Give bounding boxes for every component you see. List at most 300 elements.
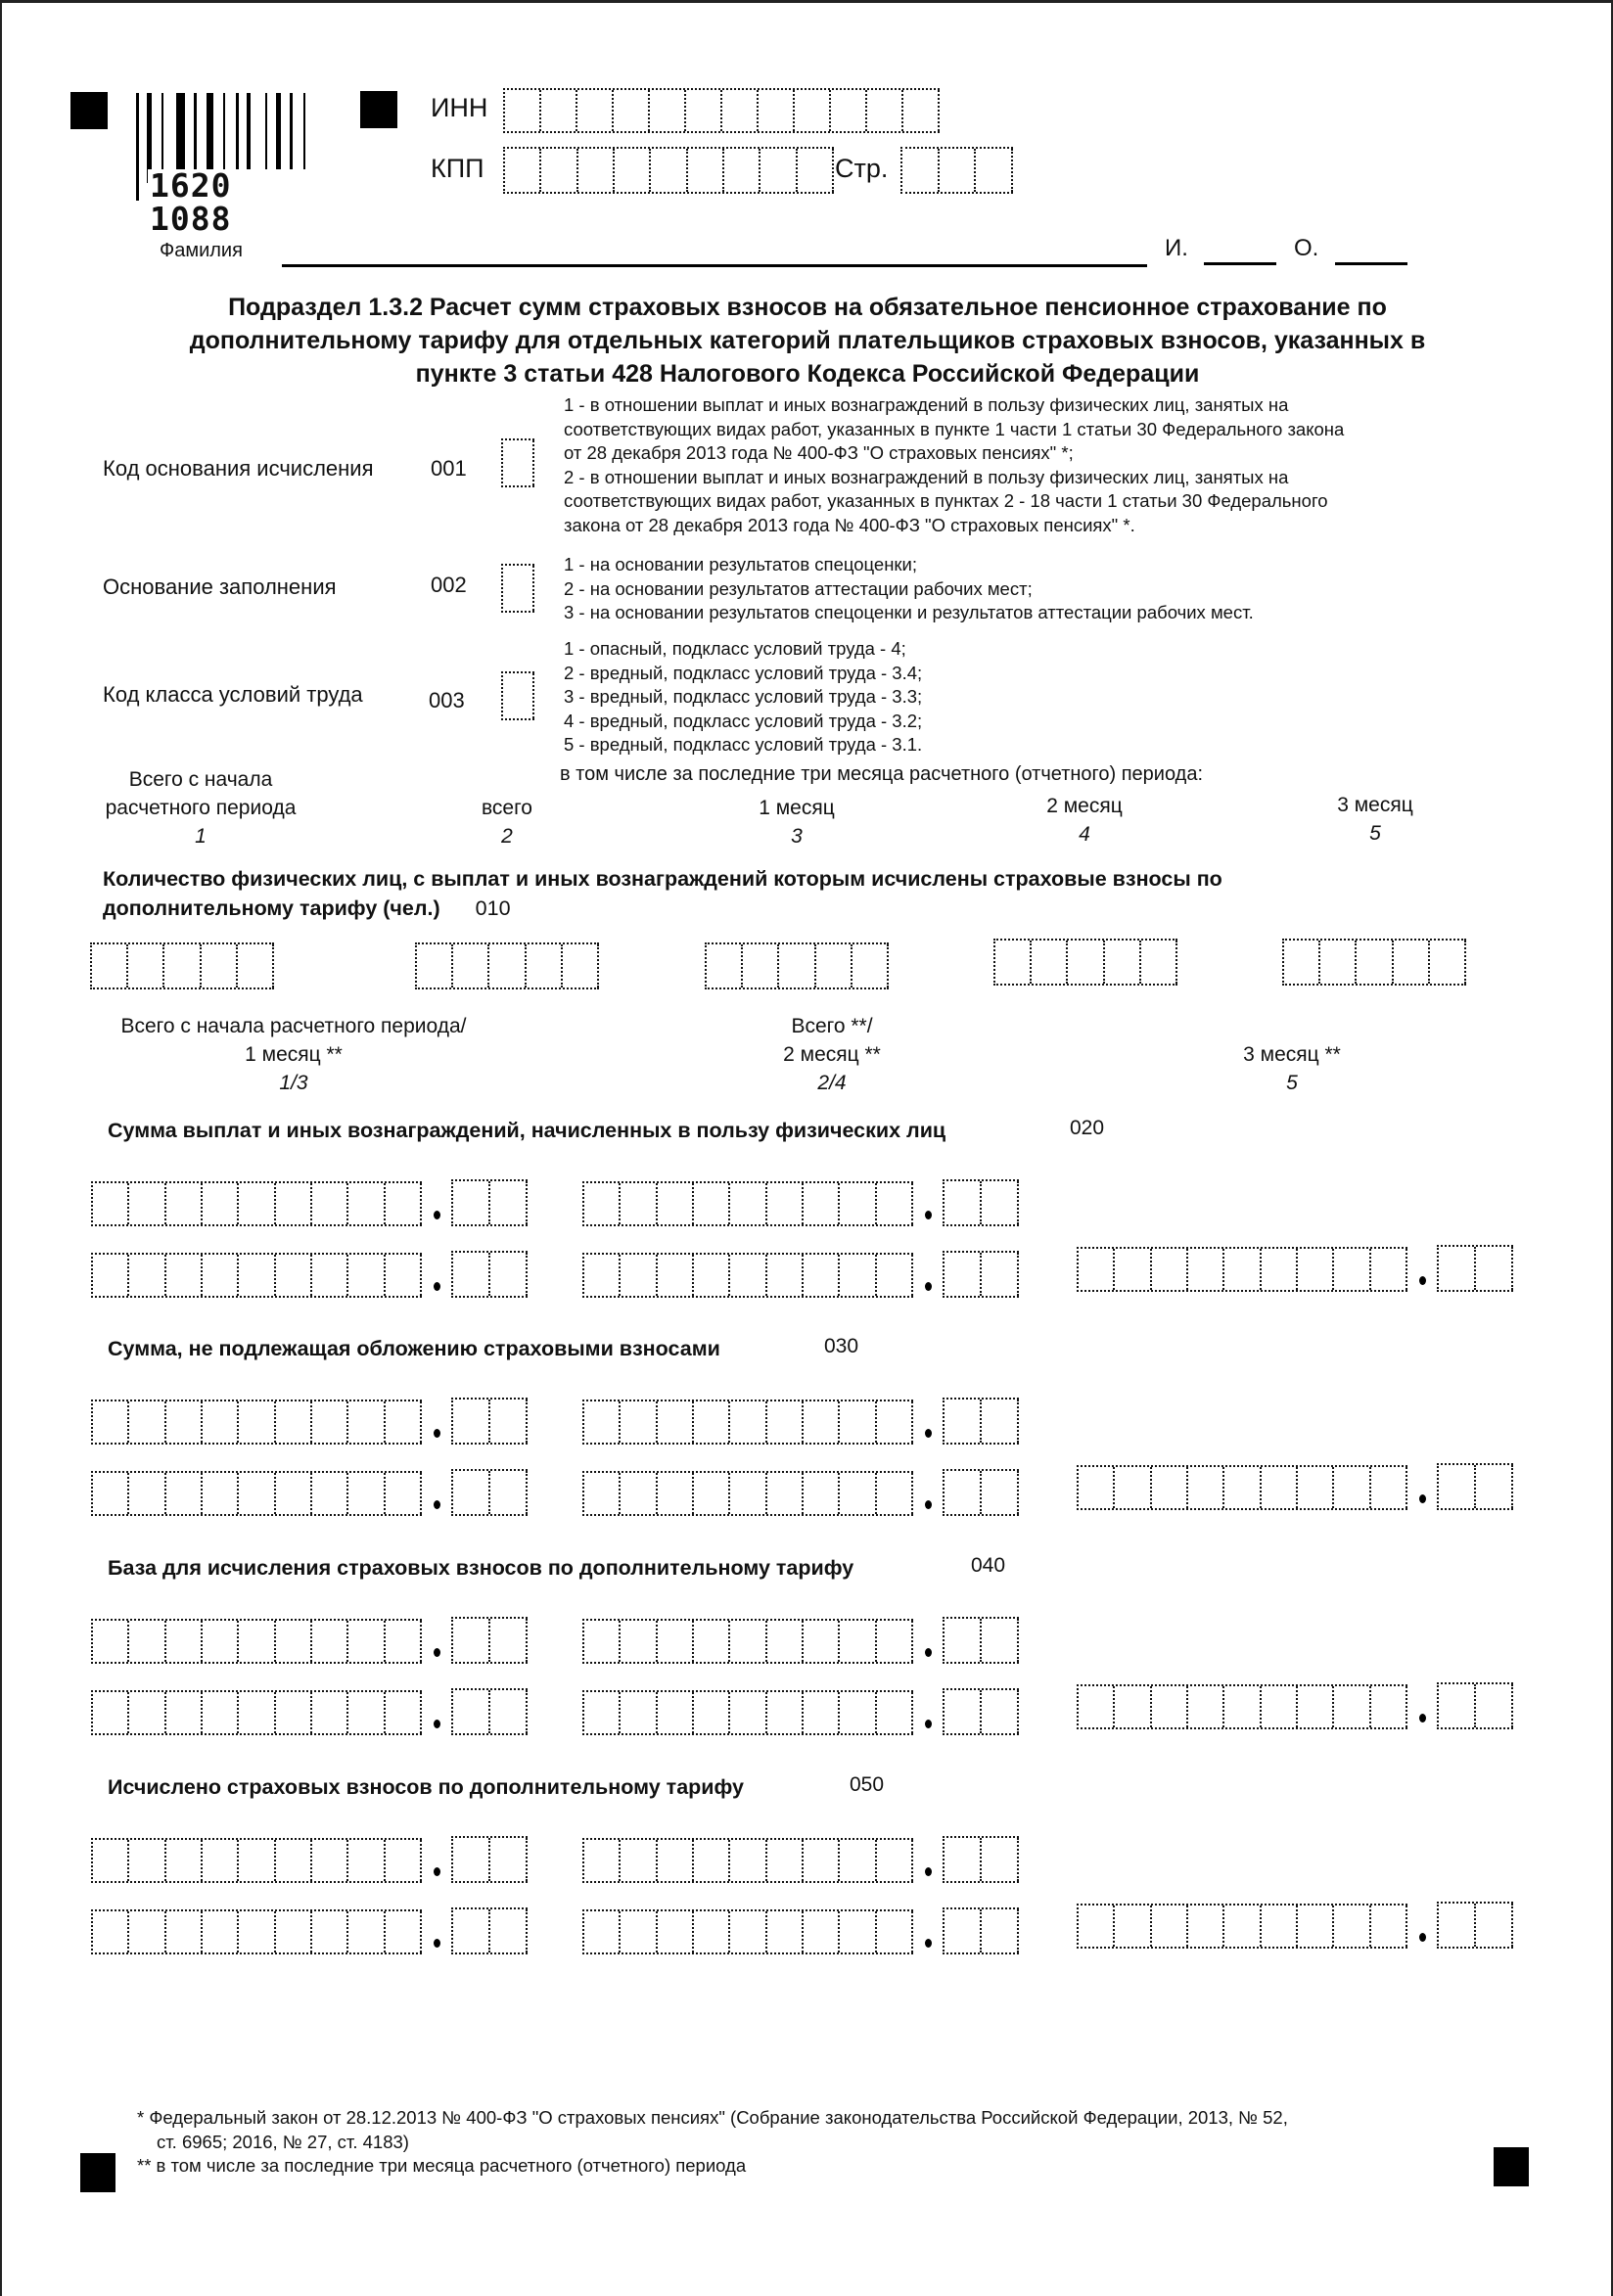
input-cell[interactable] <box>982 1471 1019 1514</box>
input-cell[interactable] <box>707 944 743 987</box>
input-cell[interactable] <box>945 1909 982 1952</box>
input-cell[interactable] <box>982 1909 1019 1952</box>
input-cell[interactable] <box>1224 1906 1261 1947</box>
input-cell[interactable] <box>1188 1467 1224 1508</box>
input-cell[interactable] <box>995 941 1032 984</box>
input-cell[interactable] <box>386 1401 422 1443</box>
amount-integer-part[interactable] <box>91 1181 422 1226</box>
input-cell[interactable] <box>1262 1906 1298 1947</box>
patronymic-initial-input[interactable] <box>1335 262 1407 265</box>
amount-decimal-part[interactable] <box>943 1907 1019 1954</box>
input-cell[interactable] <box>1224 1467 1261 1508</box>
amount-integer-part[interactable] <box>582 1909 913 1954</box>
input-cell[interactable] <box>1115 1249 1151 1290</box>
input-cell[interactable] <box>840 1692 876 1733</box>
input-cell[interactable] <box>1115 1686 1151 1727</box>
input-cell[interactable] <box>694 1401 730 1443</box>
input-cell[interactable] <box>541 149 577 192</box>
input-cell[interactable] <box>743 944 779 987</box>
amount-decimal-part[interactable] <box>451 1836 528 1883</box>
input-cell[interactable] <box>166 1692 203 1733</box>
surname-input[interactable] <box>282 264 1147 267</box>
input-cell[interactable] <box>238 944 274 987</box>
input-cell[interactable] <box>505 90 541 131</box>
amount-integer-part[interactable] <box>582 1471 913 1516</box>
input-cell[interactable] <box>490 1909 528 1952</box>
input-cell[interactable] <box>348 1692 385 1733</box>
input-cell[interactable] <box>1334 1906 1370 1947</box>
input-cell[interactable] <box>203 1911 239 1952</box>
input-cell[interactable] <box>453 1400 490 1443</box>
input-cell[interactable] <box>93 1621 129 1662</box>
input-cell[interactable] <box>1439 1684 1476 1727</box>
input-cell[interactable] <box>615 149 651 192</box>
input-cell[interactable] <box>584 1840 621 1881</box>
amount-integer-part[interactable] <box>1077 1684 1407 1729</box>
input-cell[interactable] <box>694 1911 730 1952</box>
input-cell[interactable] <box>730 1911 766 1952</box>
input-cell[interactable] <box>276 1473 312 1514</box>
input-cell[interactable] <box>982 1619 1019 1662</box>
input-cell[interactable] <box>614 90 650 131</box>
input-cell[interactable] <box>658 1255 694 1296</box>
input-cell[interactable] <box>945 1690 982 1733</box>
amount-integer-part[interactable] <box>91 1909 422 1954</box>
input-cell[interactable] <box>840 1473 876 1514</box>
input-cell[interactable] <box>1032 941 1068 984</box>
amount-decimal-part[interactable] <box>1437 1245 1513 1292</box>
input-cell[interactable] <box>621 1473 657 1514</box>
input-cell[interactable] <box>804 1692 840 1733</box>
input-cell[interactable] <box>688 149 724 192</box>
input-cell[interactable] <box>840 1401 876 1443</box>
input-cell[interactable] <box>767 1840 804 1881</box>
count-field-col-5[interactable] <box>1282 939 1466 986</box>
input-cell[interactable] <box>1068 941 1104 984</box>
input-cell[interactable] <box>386 1840 422 1881</box>
input-cell[interactable] <box>348 1183 385 1224</box>
input-cell[interactable] <box>621 1692 657 1733</box>
input-cell[interactable] <box>505 149 541 192</box>
input-cell[interactable] <box>804 1473 840 1514</box>
input-cell[interactable] <box>1152 1686 1188 1727</box>
input-cell[interactable] <box>1439 1465 1476 1508</box>
input-cell[interactable] <box>348 1840 385 1881</box>
input-cell[interactable] <box>164 944 201 987</box>
amount-decimal-part[interactable] <box>1437 1682 1513 1729</box>
input-cell[interactable] <box>1476 1465 1513 1508</box>
input-cell[interactable] <box>203 1840 239 1881</box>
input-cell[interactable] <box>686 90 722 131</box>
input-cell[interactable] <box>166 1911 203 1952</box>
calc-basis-code-input[interactable] <box>501 438 534 487</box>
input-cell[interactable] <box>694 1621 730 1662</box>
amount-decimal-part[interactable] <box>451 1398 528 1445</box>
count-field-col-2[interactable] <box>415 942 599 989</box>
input-cell[interactable] <box>877 1255 913 1296</box>
input-cell[interactable] <box>724 149 760 192</box>
input-cell[interactable] <box>166 1401 203 1443</box>
input-cell[interactable] <box>129 1255 165 1296</box>
input-cell[interactable] <box>312 1401 348 1443</box>
input-cell[interactable] <box>129 1840 165 1881</box>
input-cell[interactable] <box>795 90 831 131</box>
input-cell[interactable] <box>877 1401 913 1443</box>
input-cell[interactable] <box>490 1471 528 1514</box>
input-cell[interactable] <box>239 1473 275 1514</box>
input-cell[interactable] <box>945 1838 982 1881</box>
input-cell[interactable] <box>767 1692 804 1733</box>
input-cell[interactable] <box>276 1692 312 1733</box>
input-cell[interactable] <box>1298 1686 1334 1727</box>
input-cell[interactable] <box>490 1400 528 1443</box>
input-cell[interactable] <box>694 1183 730 1224</box>
input-cell[interactable] <box>453 944 489 987</box>
amount-integer-part[interactable] <box>91 1471 422 1516</box>
amount-decimal-part[interactable] <box>1437 1463 1513 1510</box>
input-cell[interactable] <box>490 1253 528 1296</box>
input-cell[interactable] <box>1188 1686 1224 1727</box>
input-cell[interactable] <box>1115 1467 1151 1508</box>
input-cell[interactable] <box>767 1183 804 1224</box>
first-initial-input[interactable] <box>1204 262 1276 265</box>
input-cell[interactable] <box>453 1690 490 1733</box>
input-cell[interactable] <box>490 1181 528 1224</box>
input-cell[interactable] <box>203 1401 239 1443</box>
input-cell[interactable] <box>489 944 526 987</box>
input-cell[interactable] <box>1152 1249 1188 1290</box>
amount-integer-part[interactable] <box>1077 1247 1407 1292</box>
input-cell[interactable] <box>1141 941 1177 984</box>
input-cell[interactable] <box>1334 1686 1370 1727</box>
amount-integer-part[interactable] <box>91 1838 422 1883</box>
input-cell[interactable] <box>1334 1467 1370 1508</box>
input-cell[interactable] <box>1298 1249 1334 1290</box>
input-cell[interactable] <box>1298 1906 1334 1947</box>
input-cell[interactable] <box>239 1401 275 1443</box>
input-cell[interactable] <box>239 1183 275 1224</box>
input-cell[interactable] <box>767 1255 804 1296</box>
input-cell[interactable] <box>1430 941 1466 984</box>
input-cell[interactable] <box>767 1621 804 1662</box>
input-cell[interactable] <box>621 1401 657 1443</box>
input-cell[interactable] <box>239 1911 275 1952</box>
amount-decimal-part[interactable] <box>451 1617 528 1664</box>
input-cell[interactable] <box>804 1255 840 1296</box>
input-cell[interactable] <box>945 1471 982 1514</box>
amount-integer-part[interactable] <box>582 1181 913 1226</box>
input-cell[interactable] <box>128 944 164 987</box>
input-cell[interactable] <box>348 1621 385 1662</box>
input-cell[interactable] <box>694 1255 730 1296</box>
input-cell[interactable] <box>129 1183 165 1224</box>
amount-decimal-part[interactable] <box>943 1617 1019 1664</box>
input-cell[interactable] <box>312 1255 348 1296</box>
input-cell[interactable] <box>840 1840 876 1881</box>
input-cell[interactable] <box>276 1621 312 1662</box>
input-cell[interactable] <box>584 1473 621 1514</box>
input-cell[interactable] <box>239 1621 275 1662</box>
input-cell[interactable] <box>722 90 759 131</box>
input-cell[interactable] <box>621 1255 657 1296</box>
input-cell[interactable] <box>694 1692 730 1733</box>
input-cell[interactable] <box>93 1911 129 1952</box>
input-cell[interactable] <box>578 149 615 192</box>
amount-decimal-part[interactable] <box>451 1469 528 1516</box>
input-cell[interactable] <box>658 1401 694 1443</box>
amount-decimal-part[interactable] <box>1437 1902 1513 1949</box>
input-cell[interactable] <box>1439 1904 1476 1947</box>
input-cell[interactable] <box>276 1183 312 1224</box>
input-cell[interactable] <box>840 1621 876 1662</box>
input-cell[interactable] <box>1079 1906 1115 1947</box>
input-cell[interactable] <box>779 944 815 987</box>
input-cell[interactable] <box>453 1471 490 1514</box>
input-cell[interactable] <box>694 1840 730 1881</box>
input-cell[interactable] <box>312 1621 348 1662</box>
input-cell[interactable] <box>1476 1247 1513 1290</box>
input-cell[interactable] <box>658 1911 694 1952</box>
input-cell[interactable] <box>1476 1904 1513 1947</box>
input-cell[interactable] <box>203 1621 239 1662</box>
input-cell[interactable] <box>276 1911 312 1952</box>
input-cell[interactable] <box>730 1255 766 1296</box>
input-cell[interactable] <box>1152 1467 1188 1508</box>
input-cell[interactable] <box>877 1911 913 1952</box>
input-cell[interactable] <box>203 1473 239 1514</box>
input-cell[interactable] <box>129 1621 165 1662</box>
input-cell[interactable] <box>982 1181 1019 1224</box>
input-cell[interactable] <box>1152 1906 1188 1947</box>
input-cell[interactable] <box>877 1840 913 1881</box>
amount-integer-part[interactable] <box>1077 1904 1407 1949</box>
input-cell[interactable] <box>276 1255 312 1296</box>
input-cell[interactable] <box>129 1911 165 1952</box>
input-cell[interactable] <box>621 1840 657 1881</box>
input-cell[interactable] <box>203 1692 239 1733</box>
input-cell[interactable] <box>93 1255 129 1296</box>
input-cell[interactable] <box>348 1401 385 1443</box>
input-cell[interactable] <box>767 1911 804 1952</box>
input-cell[interactable] <box>730 1621 766 1662</box>
input-cell[interactable] <box>767 1401 804 1443</box>
input-cell[interactable] <box>93 1401 129 1443</box>
input-cell[interactable] <box>1394 941 1430 984</box>
amount-integer-part[interactable] <box>1077 1465 1407 1510</box>
work-conditions-class-input[interactable] <box>501 671 534 720</box>
input-cell[interactable] <box>945 1619 982 1662</box>
input-cell[interactable] <box>312 1473 348 1514</box>
input-cell[interactable] <box>982 1690 1019 1733</box>
input-cell[interactable] <box>239 1255 275 1296</box>
input-cell[interactable] <box>650 90 686 131</box>
input-cell[interactable] <box>1284 941 1320 984</box>
page-number-input[interactable] <box>900 147 1013 194</box>
input-cell[interactable] <box>867 90 903 131</box>
input-cell[interactable] <box>1320 941 1357 984</box>
input-cell[interactable] <box>804 1401 840 1443</box>
input-cell[interactable] <box>276 1401 312 1443</box>
amount-decimal-part[interactable] <box>451 1907 528 1954</box>
input-cell[interactable] <box>312 1183 348 1224</box>
input-cell[interactable] <box>490 1838 528 1881</box>
input-cell[interactable] <box>348 1255 385 1296</box>
input-cell[interactable] <box>166 1473 203 1514</box>
input-cell[interactable] <box>658 1840 694 1881</box>
input-cell[interactable] <box>166 1621 203 1662</box>
input-cell[interactable] <box>945 1253 982 1296</box>
input-cell[interactable] <box>490 1690 528 1733</box>
input-cell[interactable] <box>804 1911 840 1952</box>
input-cell[interactable] <box>1298 1467 1334 1508</box>
input-cell[interactable] <box>1079 1249 1115 1290</box>
input-cell[interactable] <box>976 149 1013 192</box>
amount-integer-part[interactable] <box>91 1253 422 1298</box>
input-cell[interactable] <box>453 1253 490 1296</box>
input-cell[interactable] <box>129 1401 165 1443</box>
input-cell[interactable] <box>877 1473 913 1514</box>
input-cell[interactable] <box>730 1692 766 1733</box>
input-cell[interactable] <box>386 1621 422 1662</box>
input-cell[interactable] <box>453 1181 490 1224</box>
amount-integer-part[interactable] <box>91 1400 422 1445</box>
input-cell[interactable] <box>621 1183 657 1224</box>
input-cell[interactable] <box>584 1621 621 1662</box>
input-cell[interactable] <box>1334 1249 1370 1290</box>
input-cell[interactable] <box>453 1909 490 1952</box>
input-cell[interactable] <box>658 1621 694 1662</box>
input-cell[interactable] <box>759 90 795 131</box>
input-cell[interactable] <box>453 1619 490 1662</box>
input-cell[interactable] <box>877 1692 913 1733</box>
input-cell[interactable] <box>166 1183 203 1224</box>
input-cell[interactable] <box>239 1692 275 1733</box>
input-cell[interactable] <box>902 149 940 192</box>
input-cell[interactable] <box>1371 1467 1407 1508</box>
input-cell[interactable] <box>92 944 128 987</box>
amount-integer-part[interactable] <box>582 1690 913 1735</box>
amount-decimal-part[interactable] <box>943 1251 1019 1298</box>
input-cell[interactable] <box>1439 1247 1476 1290</box>
input-cell[interactable] <box>129 1692 165 1733</box>
fill-basis-input[interactable] <box>501 564 534 613</box>
input-cell[interactable] <box>312 1911 348 1952</box>
input-cell[interactable] <box>945 1181 982 1224</box>
input-cell[interactable] <box>877 1183 913 1224</box>
input-cell[interactable] <box>93 1840 129 1881</box>
input-cell[interactable] <box>760 149 797 192</box>
input-cell[interactable] <box>1188 1906 1224 1947</box>
input-cell[interactable] <box>1371 1906 1407 1947</box>
input-cell[interactable] <box>166 1255 203 1296</box>
input-cell[interactable] <box>312 1692 348 1733</box>
amount-integer-part[interactable] <box>582 1400 913 1445</box>
input-cell[interactable] <box>1224 1249 1261 1290</box>
amount-decimal-part[interactable] <box>943 1688 1019 1735</box>
input-cell[interactable] <box>166 1840 203 1881</box>
input-cell[interactable] <box>694 1473 730 1514</box>
amount-decimal-part[interactable] <box>943 1179 1019 1226</box>
amount-decimal-part[interactable] <box>451 1179 528 1226</box>
input-cell[interactable] <box>804 1183 840 1224</box>
input-cell[interactable] <box>730 1473 766 1514</box>
input-cell[interactable] <box>93 1183 129 1224</box>
count-field-col-4[interactable] <box>993 939 1177 986</box>
input-cell[interactable] <box>804 1621 840 1662</box>
amount-integer-part[interactable] <box>91 1690 422 1735</box>
input-cell[interactable] <box>1224 1686 1261 1727</box>
input-cell[interactable] <box>903 90 940 131</box>
input-cell[interactable] <box>1357 941 1393 984</box>
input-cell[interactable] <box>584 1692 621 1733</box>
input-cell[interactable] <box>658 1473 694 1514</box>
count-field-col-1[interactable] <box>90 942 274 989</box>
input-cell[interactable] <box>203 1183 239 1224</box>
input-cell[interactable] <box>202 944 238 987</box>
input-cell[interactable] <box>1371 1686 1407 1727</box>
input-cell[interactable] <box>417 944 453 987</box>
input-cell[interactable] <box>541 90 577 131</box>
input-cell[interactable] <box>940 149 977 192</box>
input-cell[interactable] <box>563 944 599 987</box>
input-cell[interactable] <box>840 1911 876 1952</box>
kpp-input[interactable] <box>503 147 834 194</box>
amount-integer-part[interactable] <box>91 1619 422 1664</box>
input-cell[interactable] <box>1105 941 1141 984</box>
input-cell[interactable] <box>621 1911 657 1952</box>
amount-integer-part[interactable] <box>582 1253 913 1298</box>
input-cell[interactable] <box>584 1401 621 1443</box>
input-cell[interactable] <box>1188 1249 1224 1290</box>
input-cell[interactable] <box>804 1840 840 1881</box>
input-cell[interactable] <box>816 944 853 987</box>
input-cell[interactable] <box>577 90 614 131</box>
input-cell[interactable] <box>584 1255 621 1296</box>
input-cell[interactable] <box>1079 1686 1115 1727</box>
input-cell[interactable] <box>831 90 867 131</box>
input-cell[interactable] <box>840 1183 876 1224</box>
input-cell[interactable] <box>386 1255 422 1296</box>
input-cell[interactable] <box>767 1473 804 1514</box>
input-cell[interactable] <box>1476 1684 1513 1727</box>
input-cell[interactable] <box>651 149 687 192</box>
input-cell[interactable] <box>527 944 563 987</box>
input-cell[interactable] <box>945 1400 982 1443</box>
input-cell[interactable] <box>203 1255 239 1296</box>
input-cell[interactable] <box>386 1183 422 1224</box>
input-cell[interactable] <box>621 1621 657 1662</box>
amount-decimal-part[interactable] <box>943 1469 1019 1516</box>
input-cell[interactable] <box>658 1692 694 1733</box>
input-cell[interactable] <box>877 1621 913 1662</box>
input-cell[interactable] <box>853 944 889 987</box>
amount-decimal-part[interactable] <box>943 1398 1019 1445</box>
input-cell[interactable] <box>129 1473 165 1514</box>
input-cell[interactable] <box>1079 1467 1115 1508</box>
input-cell[interactable] <box>276 1840 312 1881</box>
count-field-col-3[interactable] <box>705 942 889 989</box>
input-cell[interactable] <box>730 1840 766 1881</box>
input-cell[interactable] <box>1262 1249 1298 1290</box>
input-cell[interactable] <box>658 1183 694 1224</box>
input-cell[interactable] <box>386 1911 422 1952</box>
input-cell[interactable] <box>584 1183 621 1224</box>
input-cell[interactable] <box>982 1838 1019 1881</box>
input-cell[interactable] <box>798 149 834 192</box>
input-cell[interactable] <box>93 1473 129 1514</box>
input-cell[interactable] <box>1262 1467 1298 1508</box>
amount-decimal-part[interactable] <box>943 1836 1019 1883</box>
